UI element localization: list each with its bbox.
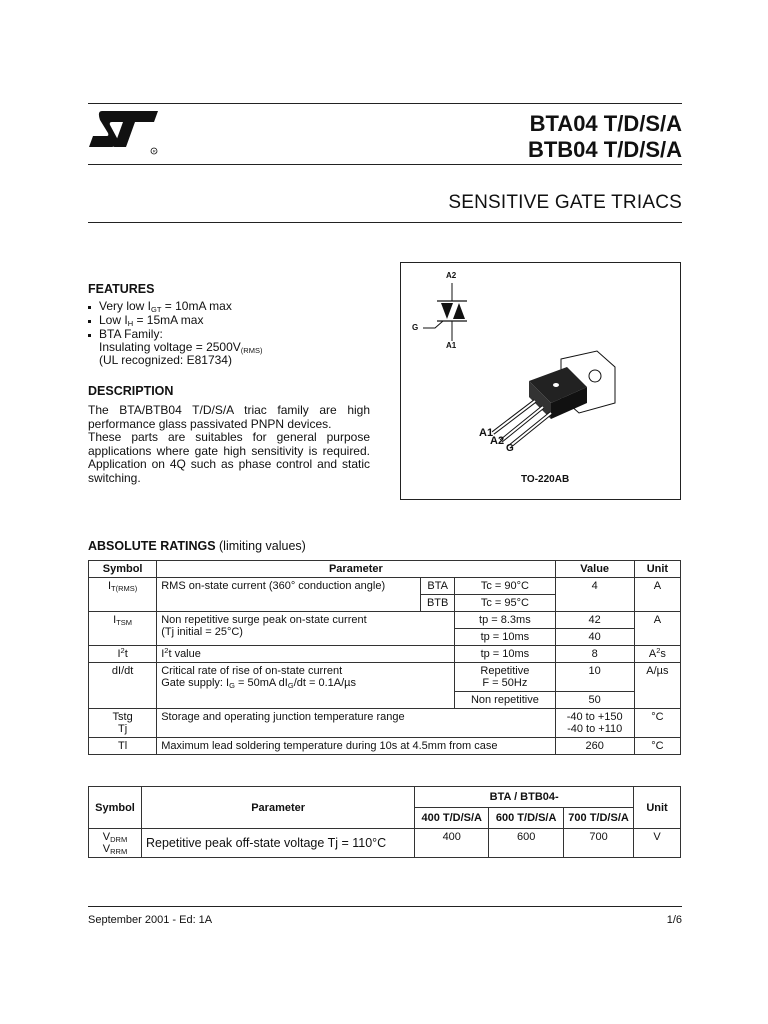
table-row — [89, 738, 681, 755]
value-cell: 42 — [555, 612, 634, 629]
symbol-cell: $I^2t$ — [89, 646, 157, 663]
footer-date: September 2001 - Ed: 1A — [88, 914, 213, 926]
lead-label-a2: A2 — [490, 435, 505, 447]
description-p1: The BTA/BTB04 T/D/S/A triac family are high performance glass passivated PNPN devices. — [88, 403, 370, 431]
symbol-cell: dI/dt — [89, 663, 157, 709]
col-700: 700 T/D/S/A — [564, 808, 634, 829]
feature-ih: Low $I_H = 15mA$ max — [88, 314, 378, 327]
symbol-cell: $I_{TSM}$ — [89, 612, 157, 646]
parameter-cell: RMS on-state current (360° conduction angle) — [157, 578, 421, 612]
value-cell: 40 — [555, 629, 634, 646]
svg-text:R: R — [152, 148, 156, 154]
symbol-label-g: G — [412, 323, 419, 332]
family-cell: BTA — [421, 578, 455, 595]
family-cell: BTB — [421, 595, 455, 612]
description-heading: DESCRIPTION — [88, 384, 174, 398]
lead-label-a1: A1 — [479, 427, 494, 439]
feature-bta-family: BTA Family: Insulating voltage = $2500V_{(RMS)}$ (UL recognized: E81734) — [88, 328, 378, 367]
to220-package-drawing — [401, 263, 680, 499]
table-row — [89, 829, 681, 858]
condition-cell: Tc = 90°C — [455, 578, 555, 595]
unit-cell: °C — [634, 709, 680, 738]
symbol-label-a1: A1 — [446, 341, 457, 350]
col-400: 400 T/D/S/A — [415, 808, 489, 829]
col-parameter: Parameter — [157, 561, 555, 578]
symbol-cell: $V_{DRM}$ $V_{RRM}$ — [89, 829, 142, 858]
st-logo — [88, 110, 164, 158]
symbol-label-a2: A2 — [446, 271, 457, 280]
condition-cell: Tc = 95°C — [455, 595, 555, 612]
abs-ratings-title: ABSOLUTE RATINGS (limiting values) — [88, 539, 306, 553]
header-rule-bottom — [88, 164, 682, 165]
package-box — [400, 262, 681, 500]
table-row — [89, 612, 681, 629]
description-p2: These parts are suitables for general purpose applications where gate high sensitivity is required. Application on 4Q such as phase control and static switching. — [88, 430, 370, 485]
col-parameter: Parameter — [141, 787, 414, 829]
document-subtitle: SENSITIVE GATE TRIACS — [448, 192, 682, 213]
value-cell: 50 — [555, 692, 634, 709]
unit-cell: A/µs — [634, 663, 680, 709]
value-cell-600: 600 — [489, 829, 564, 858]
symbol-cell: Tstg Tj — [89, 709, 157, 738]
table-header-row — [89, 787, 681, 808]
parameter-cell: Storage and operating junction temperature range — [157, 709, 555, 738]
condition-cell: Non repetitive — [455, 692, 555, 709]
feature-igt: Very low $I_{GT} = 10mA$ max — [88, 300, 378, 313]
condition-cell: Repetitive F = 50Hz — [455, 663, 555, 692]
part-number-bta: BTA04 T/D/S/A — [529, 111, 682, 136]
col-unit: Unit — [634, 561, 680, 578]
features-heading: FEATURES — [88, 282, 155, 296]
table-row — [89, 663, 681, 692]
parameter-cell: Maximum lead soldering temperature during 10s at 4.5mm from case — [157, 738, 555, 755]
unit-cell: A — [634, 578, 680, 612]
col-symbol: Symbol — [89, 787, 142, 829]
absolute-ratings-table — [88, 560, 681, 755]
table-row — [89, 646, 681, 663]
value-cell: -40 to +150 -40 to +110 — [555, 709, 634, 738]
table-row — [89, 709, 681, 738]
voltage-rating-table — [88, 786, 681, 858]
col-symbol: Symbol — [89, 561, 157, 578]
subtitle-rule — [88, 222, 682, 223]
parameter-cell: $I^2t$ value — [157, 646, 455, 663]
part-number-btb: BTB04 T/D/S/A — [527, 137, 682, 162]
col-group: BTA / BTB04- — [415, 787, 634, 808]
symbol-cell: $I_{T(RMS)}$ — [89, 578, 157, 612]
unit-cell: $A^2s$ — [634, 646, 680, 663]
col-600: 600 T/D/S/A — [489, 808, 564, 829]
unit-cell: A — [634, 612, 680, 646]
value-cell-400: 400 — [415, 829, 489, 858]
condition-cell: tp = 10ms — [455, 629, 555, 646]
condition-cell: tp = 10ms — [455, 646, 555, 663]
page-number: 1/6 — [666, 914, 682, 926]
value-cell: 260 — [555, 738, 634, 755]
lead-label-g: G — [506, 443, 514, 454]
condition-cell: tp = 8.3ms — [455, 612, 555, 629]
header-rule-top — [88, 103, 682, 104]
symbol-cell: Tl — [89, 738, 157, 755]
parameter-cell: Repetitive peak off-state voltage Tj = 110°C — [141, 829, 414, 858]
parameter-cell: Non repetitive surge peak on-state current (Tj initial = 25°C) — [157, 612, 455, 646]
table-header-row — [89, 561, 681, 578]
unit-cell: V — [634, 829, 681, 858]
features-list — [88, 300, 378, 368]
col-value: Value — [555, 561, 634, 578]
footer-rule — [88, 906, 682, 907]
value-cell: 8 — [555, 646, 634, 663]
parameter-cell: Critical rate of rise of on-state current Gate supply: $I_G = 50mA$ $dI_G/dt = 0.1A/\mu s$ — [157, 663, 455, 709]
value-cell: 10 — [555, 663, 634, 692]
unit-cell: °C — [634, 738, 680, 755]
table-row — [89, 578, 681, 595]
value-cell-700: 700 — [564, 829, 634, 858]
value-cell: 4 — [555, 578, 634, 612]
package-name: TO-220AB — [521, 474, 570, 485]
col-unit: Unit — [634, 787, 681, 829]
description-text — [88, 404, 370, 485]
